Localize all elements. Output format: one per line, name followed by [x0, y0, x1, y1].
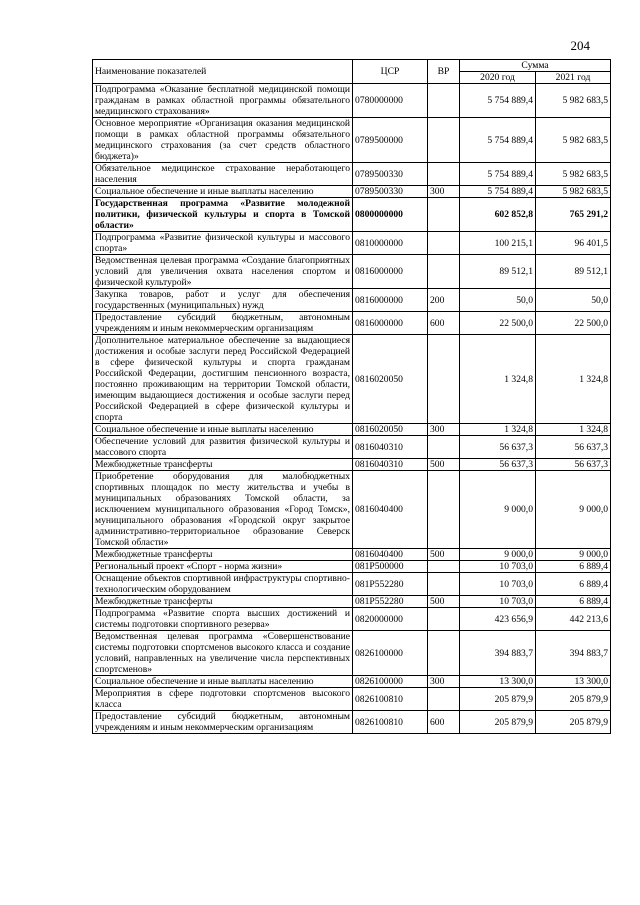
row-vr-cell: 300	[428, 424, 460, 436]
row-2020-cell: 13 300,0	[460, 676, 536, 688]
row-2020-cell: 5 754 889,4	[460, 84, 536, 118]
table-row	[93, 631, 611, 676]
table-row	[93, 84, 611, 118]
row-name-cell: Обеспечение условий для развития физической культуры и массового спорта	[93, 436, 353, 459]
header-vr: ВР	[428, 60, 460, 84]
row-name-cell: Закупка товаров, работ и услуг для обеспечения государственных (муниципальных) нужд	[93, 289, 353, 312]
row-2021-cell: 6 889,4	[536, 573, 611, 596]
row-2020-cell: 10 703,0	[460, 573, 536, 596]
row-vr-cell	[428, 436, 460, 459]
row-2021-cell: 394 883,7	[536, 631, 611, 676]
row-vr-cell	[428, 198, 460, 232]
row-name-cell: Предоставление субсидий бюджетным, автономным учреждениям и иным некоммерческим организациям	[93, 711, 353, 734]
row-csr-cell: 0789500330	[353, 163, 428, 186]
row-csr-cell: 0816040400	[353, 549, 428, 561]
table-row	[93, 471, 611, 549]
row-csr-cell: 0826100810	[353, 711, 428, 734]
row-2021-cell: 5 982 683,5	[536, 163, 611, 186]
header-name: Наименование показателей	[93, 60, 353, 84]
row-2020-cell: 22 500,0	[460, 312, 536, 335]
table-row	[93, 424, 611, 436]
header-csr: ЦСР	[353, 60, 428, 84]
row-2021-cell: 56 637,3	[536, 459, 611, 471]
row-name-cell: Социальное обеспечение и иные выплаты населению	[93, 424, 353, 436]
row-vr-cell	[428, 335, 460, 424]
table-row	[93, 459, 611, 471]
row-2020-cell: 394 883,7	[460, 631, 536, 676]
row-csr-cell: 0826100000	[353, 676, 428, 688]
row-name-cell: Ведомственная целевая программа «Совершенствование системы подготовки спортсменов высокого класса и создание условий, направленных на увеличение числа перспективных спортсменов»	[93, 631, 353, 676]
row-name-cell: Дополнительное материальное обеспечение за выдающиеся достижения и особые заслуги перед Российской Федерацией в сфере физической культуры и спорта гражданам Российской Федерации, достигшим пенсионного возраста, постоянно проживающим на территории Томской области, имеющим выдающиеся достижения и особые заслуги перед Российской Федерацией в сфере физической культуры и спорта	[93, 335, 353, 424]
table-row	[93, 596, 611, 608]
row-2020-cell: 89 512,1	[460, 255, 536, 289]
table-row	[93, 549, 611, 561]
table-row	[93, 312, 611, 335]
row-csr-cell: 0789500000	[353, 118, 428, 163]
row-name-cell: Мероприятия в сфере подготовки спортсменов высокого класса	[93, 688, 353, 711]
row-csr-cell: 0826100000	[353, 631, 428, 676]
row-2020-cell: 56 637,3	[460, 436, 536, 459]
row-vr-cell: 500	[428, 459, 460, 471]
row-name-cell: Государственная программа «Развитие молодежной политики, физической культуры и спорта в Томской области»	[93, 198, 353, 232]
row-name-cell: Оснащение объектов спортивной инфраструктуры спортивно-технологическим оборудованием	[93, 573, 353, 596]
row-2020-cell: 1 324,8	[460, 424, 536, 436]
row-2020-cell: 205 879,9	[460, 711, 536, 734]
table-row	[93, 163, 611, 186]
row-name-cell: Приобретение оборудования для малобюджетных спортивных площадок по месту жительства и учебы в муниципальных образованиях Томской области, за исключением муниципального образования «Город Томск», муниципального образования «Городской округ закрытое административно-территориальное образование Северск Томской области»	[93, 471, 353, 549]
table-row	[93, 198, 611, 232]
row-name-cell: Подпрограмма «Развитие физической культуры и массового спорта»	[93, 232, 353, 255]
table-body	[93, 84, 611, 734]
row-2021-cell: 13 300,0	[536, 676, 611, 688]
row-2020-cell: 423 656,9	[460, 608, 536, 631]
row-2020-cell: 602 852,8	[460, 198, 536, 232]
row-2020-cell: 5 754 889,4	[460, 118, 536, 163]
table-row	[93, 436, 611, 459]
row-name-cell: Подпрограмма «Оказание бесплатной медицинской помощи гражданам в рамках областной программы обязательного медицинского страхования»	[93, 84, 353, 118]
row-csr-cell: 0826100810	[353, 688, 428, 711]
row-2021-cell: 56 637,3	[536, 436, 611, 459]
table-row	[93, 186, 611, 198]
row-2021-cell: 205 879,9	[536, 688, 611, 711]
row-name-cell: Социальное обеспечение и иные выплаты населению	[93, 186, 353, 198]
row-2021-cell: 5 982 683,5	[536, 118, 611, 163]
row-csr-cell: 081P552280	[353, 596, 428, 608]
budget-table	[92, 59, 611, 734]
row-name-cell: Региональный проект «Спорт - норма жизни»	[93, 561, 353, 573]
header-sum: Сумма	[460, 60, 611, 72]
table-row	[93, 688, 611, 711]
table-row	[93, 676, 611, 688]
row-vr-cell	[428, 471, 460, 549]
row-2020-cell: 10 703,0	[460, 561, 536, 573]
row-vr-cell	[428, 688, 460, 711]
row-2020-cell: 9 000,0	[460, 471, 536, 549]
row-vr-cell: 300	[428, 186, 460, 198]
row-2020-cell: 205 879,9	[460, 688, 536, 711]
row-vr-cell	[428, 232, 460, 255]
table-row	[93, 573, 611, 596]
row-csr-cell: 0816020050	[353, 424, 428, 436]
row-vr-cell	[428, 84, 460, 118]
row-csr-cell: 0800000000	[353, 198, 428, 232]
row-vr-cell: 300	[428, 676, 460, 688]
row-vr-cell	[428, 255, 460, 289]
table-row	[93, 335, 611, 424]
table-row	[93, 711, 611, 734]
row-2021-cell: 765 291,2	[536, 198, 611, 232]
row-2021-cell: 9 000,0	[536, 471, 611, 549]
row-vr-cell	[428, 631, 460, 676]
row-name-cell: Подпрограмма «Развитие спорта высших достижений и системы подготовки спортивного резерва»	[93, 608, 353, 631]
row-2021-cell: 442 213,6	[536, 608, 611, 631]
row-csr-cell: 0816000000	[353, 255, 428, 289]
row-2021-cell: 9 000,0	[536, 549, 611, 561]
row-csr-cell: 0816000000	[353, 289, 428, 312]
row-csr-cell: 0780000000	[353, 84, 428, 118]
row-2020-cell: 1 324,8	[460, 335, 536, 424]
row-csr-cell: 0810000000	[353, 232, 428, 255]
row-name-cell: Ведомственная целевая программа «Создание благоприятных условий для увеличения охвата населения спортом и физической культурой»	[93, 255, 353, 289]
row-2020-cell: 100 215,1	[460, 232, 536, 255]
row-name-cell: Межбюджетные трансферты	[93, 459, 353, 471]
row-2021-cell: 6 889,4	[536, 561, 611, 573]
row-csr-cell: 081P552280	[353, 573, 428, 596]
row-2021-cell: 89 512,1	[536, 255, 611, 289]
row-2021-cell: 5 982 683,5	[536, 84, 611, 118]
row-2020-cell: 56 637,3	[460, 459, 536, 471]
row-csr-cell: 0816040400	[353, 471, 428, 549]
row-csr-cell: 0816040310	[353, 459, 428, 471]
row-2020-cell: 5 754 889,4	[460, 186, 536, 198]
table-row	[93, 608, 611, 631]
row-vr-cell	[428, 163, 460, 186]
page-number: 204	[570, 38, 590, 53]
table-row	[93, 289, 611, 312]
row-vr-cell: 600	[428, 711, 460, 734]
row-name-cell: Основное мероприятие «Организация оказания медицинской помощи в рамках областной программы обязательного медицинского страхования (за счет средств областного бюджета)»	[93, 118, 353, 163]
row-csr-cell: 0820000000	[353, 608, 428, 631]
header-year-2020: 2020 год	[460, 72, 536, 84]
row-2021-cell: 96 401,5	[536, 232, 611, 255]
row-2020-cell: 5 754 889,4	[460, 163, 536, 186]
row-name-cell: Предоставление субсидий бюджетным, автономным учреждениям и иным некоммерческим организациям	[93, 312, 353, 335]
header-year-2021: 2021 год	[536, 72, 611, 84]
row-2021-cell: 1 324,8	[536, 424, 611, 436]
table-row	[93, 118, 611, 163]
row-vr-cell: 200	[428, 289, 460, 312]
row-2021-cell: 50,0	[536, 289, 611, 312]
row-2021-cell: 205 879,9	[536, 711, 611, 734]
row-csr-cell: 0816020050	[353, 335, 428, 424]
table-row	[93, 255, 611, 289]
row-name-cell: Социальное обеспечение и иные выплаты населению	[93, 676, 353, 688]
row-vr-cell	[428, 561, 460, 573]
row-name-cell: Межбюджетные трансферты	[93, 596, 353, 608]
row-2021-cell: 5 982 683,5	[536, 186, 611, 198]
row-2021-cell: 22 500,0	[536, 312, 611, 335]
row-vr-cell: 600	[428, 312, 460, 335]
row-2020-cell: 9 000,0	[460, 549, 536, 561]
row-name-cell: Обязательное медицинское страхование неработающего населения	[93, 163, 353, 186]
row-vr-cell	[428, 573, 460, 596]
row-csr-cell: 081P500000	[353, 561, 428, 573]
row-2021-cell: 6 889,4	[536, 596, 611, 608]
row-name-cell: Межбюджетные трансферты	[93, 549, 353, 561]
row-2020-cell: 50,0	[460, 289, 536, 312]
row-vr-cell: 500	[428, 596, 460, 608]
row-vr-cell: 500	[428, 549, 460, 561]
table-row	[93, 232, 611, 255]
row-csr-cell: 0816040310	[353, 436, 428, 459]
row-2021-cell: 1 324,8	[536, 335, 611, 424]
row-vr-cell	[428, 608, 460, 631]
row-csr-cell: 0789500330	[353, 186, 428, 198]
row-csr-cell: 0816000000	[353, 312, 428, 335]
table-row	[93, 561, 611, 573]
row-2020-cell: 10 703,0	[460, 596, 536, 608]
row-vr-cell	[428, 118, 460, 163]
